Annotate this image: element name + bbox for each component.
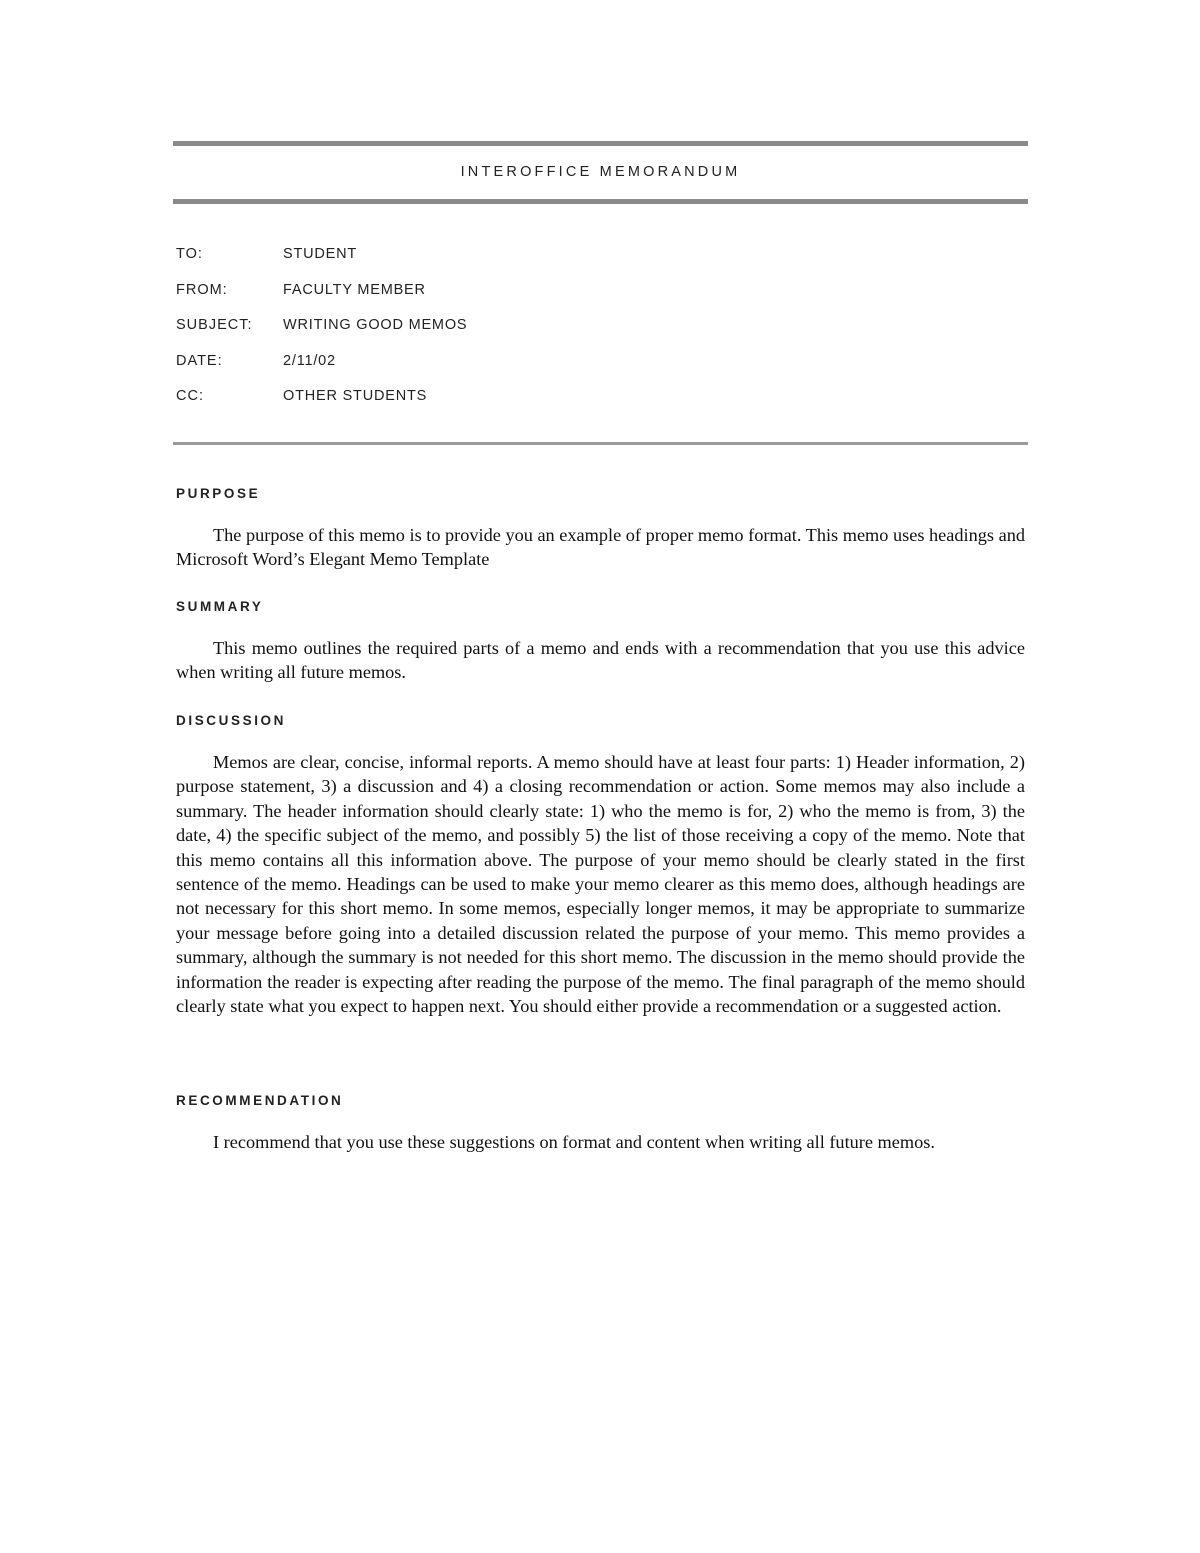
from-row xyxy=(176,282,876,318)
purpose-section xyxy=(176,486,1025,572)
date-row xyxy=(176,353,876,389)
from-value: FACULTY MEMBER xyxy=(283,281,426,298)
header-divider xyxy=(173,442,1028,445)
discussion-heading: DISCUSSION xyxy=(176,713,287,728)
subject-row xyxy=(176,317,876,353)
recommendation-heading: RECOMMENDATION xyxy=(176,1093,344,1108)
from-label: FROM: xyxy=(176,281,228,298)
header-fields xyxy=(176,246,876,424)
date-label: DATE: xyxy=(176,352,223,369)
top-rule xyxy=(173,141,1028,146)
purpose-body: The purpose of this memo is to provide you an example of proper memo format. This memo uses headings and Microsoft Word’s Elegant Memo Template xyxy=(176,525,1025,570)
memo-title: INTEROFFICE MEMORANDUM xyxy=(460,164,741,180)
to-row xyxy=(176,246,876,282)
title-bottom-rule xyxy=(173,199,1028,204)
recommendation-body: I recommend that you use these suggestions on format and content when writing all future memos. xyxy=(213,1132,935,1152)
purpose-heading: PURPOSE xyxy=(176,486,261,501)
summary-heading: SUMMARY xyxy=(176,599,264,614)
cc-row xyxy=(176,388,876,424)
to-label: TO: xyxy=(176,246,203,262)
discussion-section xyxy=(176,713,1025,1018)
summary-body: This memo outlines the required parts of a memo and ends with a recommendation that you use this advice when writing all future memos. xyxy=(176,638,1025,683)
date-value: 2/11/02 xyxy=(283,352,336,369)
to-value: STUDENT xyxy=(283,246,358,262)
cc-value: OTHER STUDENTS xyxy=(283,388,428,404)
recommendation-section xyxy=(176,1093,1025,1154)
subject-value: WRITING GOOD MEMOS xyxy=(283,317,468,333)
summary-section xyxy=(176,599,1025,685)
cc-label: CC: xyxy=(176,388,204,404)
discussion-body: Memos are clear, concise, informal reports. A memo should have at least four parts: 1) Header information, 2) purpose statement, 3) a discussion and 4) a closing recommendation or action. Some memos may also include a summary. The header information should clearly state: 1) who the memo is for, 2) who the memo is from, 3) the date, 4) the specific subject of the memo, and possibly 5) the list of those receiving a copy of the memo. Note that this memo contains all this information above. The purpose of your memo should be clearly stated in the first sentence of the memo. Headings can be used to make your memo clearer as this memo does, although headings are not necessary for this short memo. In some memos, especially longer memos, it may be appropriate to summarize your message before going into a detailed discussion related the purpose of your memo. This memo provides a summary, although the summary is not needed for this short memo. The discussion in the memo should provide the information the reader is expecting after reading the purpose of the memo. The final paragraph of the memo should clearly state what you expect to happen next. You should either provide a recommendation or a suggested action. xyxy=(176,752,1025,1017)
subject-label: SUBJECT: xyxy=(176,317,253,333)
